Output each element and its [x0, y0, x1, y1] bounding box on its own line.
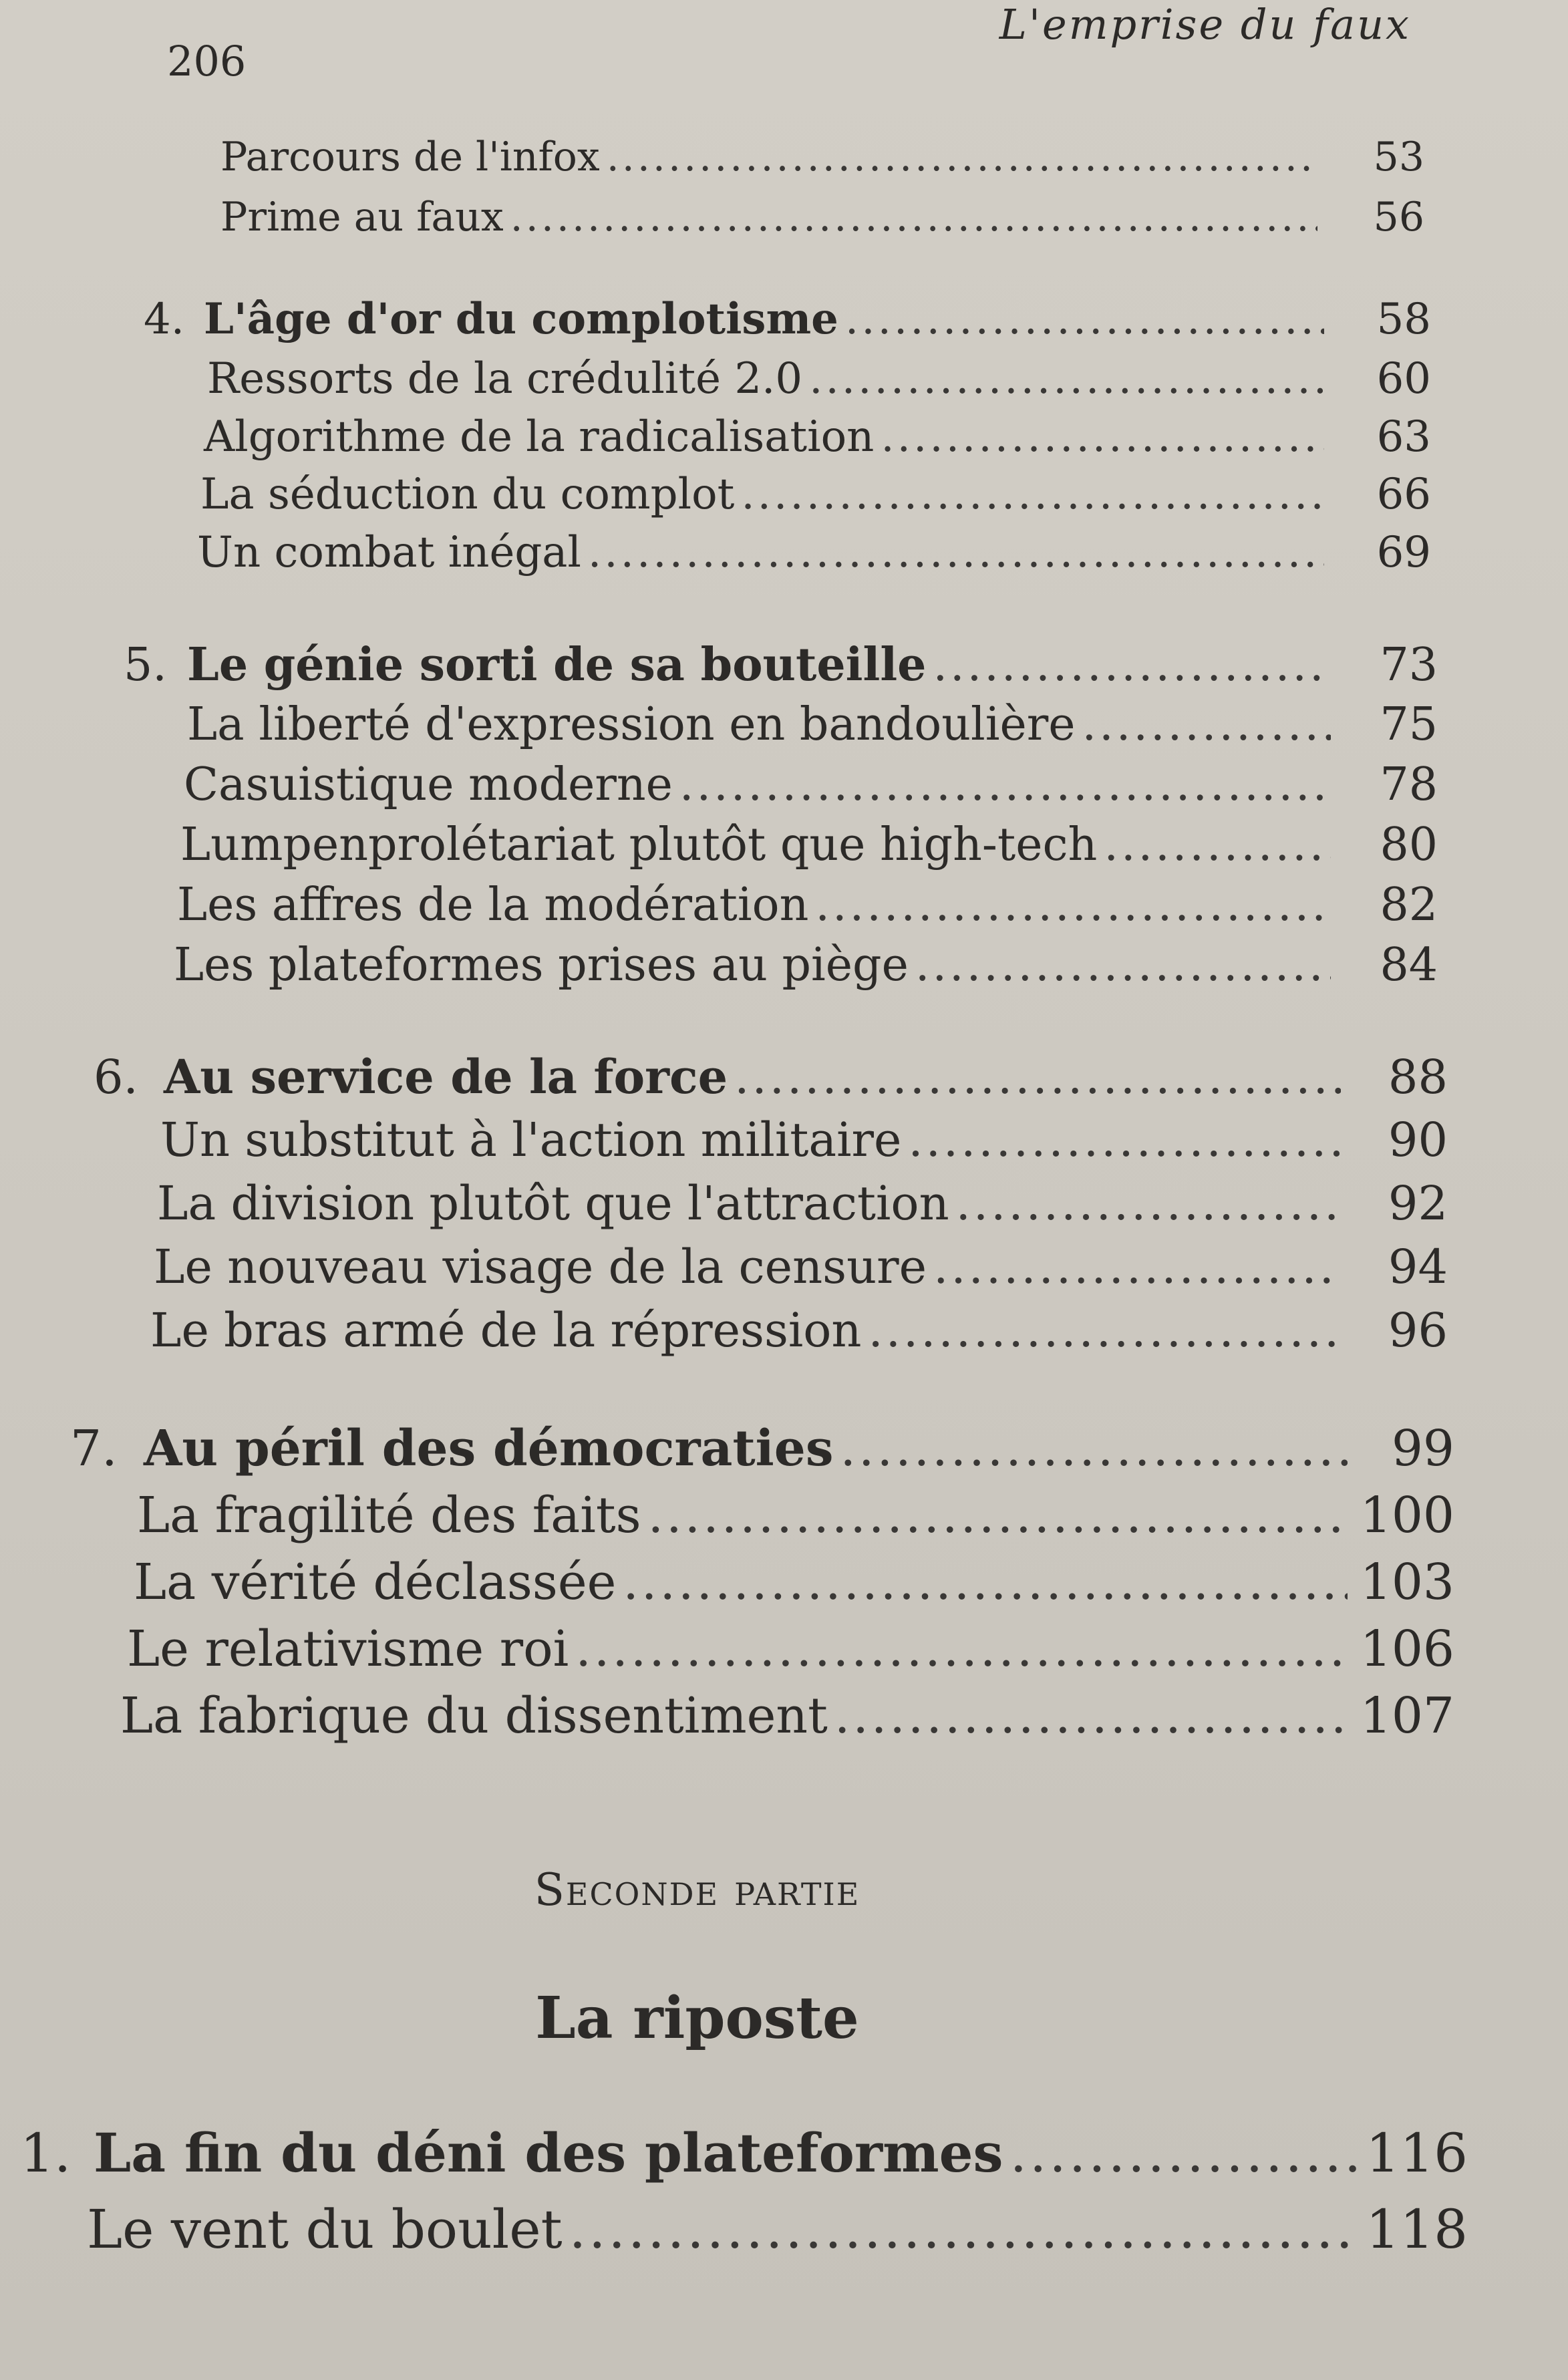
toc-entry [0, 1553, 1568, 1611]
toc-entry-leader [956, 1176, 1341, 1231]
toc-entry-leader [1082, 698, 1331, 751]
toc-entry-title: Parcours de l'infox [220, 134, 600, 180]
toc-entry-leader [908, 1112, 1341, 1167]
toc-entry-page: 63 [1376, 412, 1431, 462]
toc-entry-title: Le nouveau visage de la censure [154, 1239, 927, 1294]
toc-entry [0, 528, 1568, 581]
toc-entry-leader [915, 939, 1331, 992]
toc-entry-title: Au service de la force [164, 1049, 728, 1104]
toc-entry-page: 94 [1388, 1239, 1448, 1294]
toc-entry-number: 1. [20, 2122, 71, 2184]
toc-entry [0, 1239, 1568, 1293]
toc-entry-page: 92 [1388, 1176, 1448, 1231]
toc-entry-title: Les affres de la modération [177, 879, 809, 931]
toc-entry-leader [869, 1303, 1342, 1358]
toc-entry [0, 1487, 1568, 1544]
toc-entry-title: Un combat inégal [197, 528, 581, 577]
toc-entry-title: L'âge d'or du complotisme [204, 294, 838, 344]
toc-entry-leader [933, 639, 1331, 692]
toc-entry-leader [575, 1620, 1348, 1678]
toc-entry [0, 2198, 1568, 2260]
toc-entry-leader [1010, 2122, 1360, 2184]
toc-entry-title: Le vent du boulet [87, 2198, 563, 2260]
toc-entry-page: 56 [1373, 194, 1424, 241]
toc-entry [0, 879, 1568, 932]
toc-entry-leader [840, 1420, 1348, 1477]
toc-chapter [0, 638, 1568, 692]
toc-entry-title: Ressorts de la crédulité 2.0 [207, 354, 803, 404]
toc-entry-title: Lumpenprolétariat plutôt que high-tech [180, 819, 1098, 871]
toc-entry-leader [1104, 819, 1331, 871]
toc-entry [0, 1303, 1568, 1356]
toc-entry-leader [510, 194, 1317, 241]
toc-entry-leader [741, 470, 1324, 519]
toc-entry-number: 4. [144, 295, 185, 344]
toc-entry [0, 1620, 1568, 1678]
toc-entry-title: La division plutôt que l'attraction [157, 1176, 949, 1231]
toc-entry-page: 53 [1373, 134, 1424, 180]
toc-entry-page: 80 [1380, 819, 1438, 871]
toc-entry-leader [933, 1239, 1341, 1294]
toc-entry-title: La fabrique du dissentiment [120, 1687, 828, 1745]
part-title: La riposte [535, 1984, 859, 2052]
toc-entry-number: 6. [94, 1050, 138, 1104]
toc-entry-leader [881, 412, 1324, 462]
toc-entry-page: 90 [1388, 1112, 1448, 1167]
toc-entry-title: Le relativisme roi [127, 1620, 569, 1678]
toc-entry-leader [569, 2198, 1360, 2260]
toc-entry-title: La fragilité des faits [137, 1487, 641, 1544]
toc-entry-number: 7. [70, 1420, 118, 1477]
toc-entry-page: 107 [1360, 1687, 1454, 1745]
toc-entry [0, 939, 1568, 992]
toc-entry-leader [648, 1487, 1348, 1544]
page-number: 206 [167, 37, 247, 86]
toc-entry-page: 100 [1360, 1487, 1454, 1544]
toc-entry-page: 78 [1380, 758, 1438, 811]
toc-entry [0, 1687, 1568, 1745]
toc-chapter [0, 2121, 1568, 2184]
toc-entry-page: 69 [1376, 528, 1431, 577]
toc-entry-title: Un substitut à l'action militaire [160, 1112, 902, 1167]
toc-entry-page: 73 [1380, 639, 1438, 692]
toc-entry-leader [809, 354, 1324, 404]
toc-entry-title: La vérité déclassée [134, 1553, 617, 1611]
toc-entry-page: 58 [1376, 295, 1431, 344]
toc-entry-leader [679, 758, 1331, 811]
toc-entry-page: 118 [1366, 2198, 1468, 2260]
toc-entry-leader [623, 1553, 1348, 1611]
toc-entry-title: La séduction du complot [200, 470, 735, 519]
toc-entry-title: Casuistique moderne [184, 758, 673, 811]
toc-entry [0, 470, 1568, 523]
part-label: Seconde partie [534, 1864, 860, 1916]
toc-chapter [0, 294, 1568, 347]
toc-entry-title: Prime au faux [220, 194, 504, 241]
toc-entry-page: 96 [1388, 1303, 1448, 1358]
toc-entry [0, 1112, 1568, 1166]
toc-entry-leader [734, 1050, 1341, 1104]
toc-entry-title: Le génie sorti de sa bouteille [187, 638, 927, 692]
toc-chapter [0, 1420, 1568, 1477]
toc-entry-page: 116 [1366, 2122, 1468, 2184]
toc-entry-leader [588, 528, 1324, 577]
toc-entry-page: 99 [1391, 1420, 1454, 1477]
running-title: L'emprise du faux [999, 0, 1411, 49]
toc-entry-page: 84 [1380, 939, 1438, 992]
toc-entry-page: 103 [1360, 1553, 1454, 1611]
toc-entry-title: Algorithme de la radicalisation [204, 412, 875, 462]
toc-entry [0, 134, 1568, 187]
toc-entry [0, 412, 1568, 466]
toc-entry-leader [834, 1687, 1348, 1745]
toc-entry-page: 88 [1388, 1050, 1448, 1104]
toc-entry [0, 758, 1568, 812]
toc-entry-leader [815, 879, 1331, 931]
toc-entry [0, 194, 1568, 247]
toc-entry [0, 1176, 1568, 1229]
toc-entry-title: La liberté d'expression en bandoulière [187, 698, 1076, 751]
toc-entry-title: Au péril des démocraties [144, 1420, 834, 1477]
toc-entry-leader [845, 295, 1324, 344]
toc-entry-title: Les plateformes prises au piège [174, 939, 909, 992]
toc-entry [0, 819, 1568, 872]
toc-chapter [0, 1049, 1568, 1102]
toc-entry-page: 82 [1380, 879, 1438, 931]
toc-entry-title: Le bras armé de la répression [150, 1303, 862, 1358]
toc-entry-page: 75 [1380, 698, 1438, 751]
toc-entry [0, 698, 1568, 752]
toc-entry-number: 5. [124, 639, 167, 692]
toc-entry-page: 66 [1376, 470, 1431, 519]
toc-entry-page: 106 [1360, 1620, 1454, 1678]
toc-entry-title: La fin du déni des plateformes [94, 2121, 1003, 2184]
toc-entry-leader [607, 134, 1317, 180]
toc-entry [0, 354, 1568, 408]
toc-entry-page: 60 [1376, 354, 1431, 404]
